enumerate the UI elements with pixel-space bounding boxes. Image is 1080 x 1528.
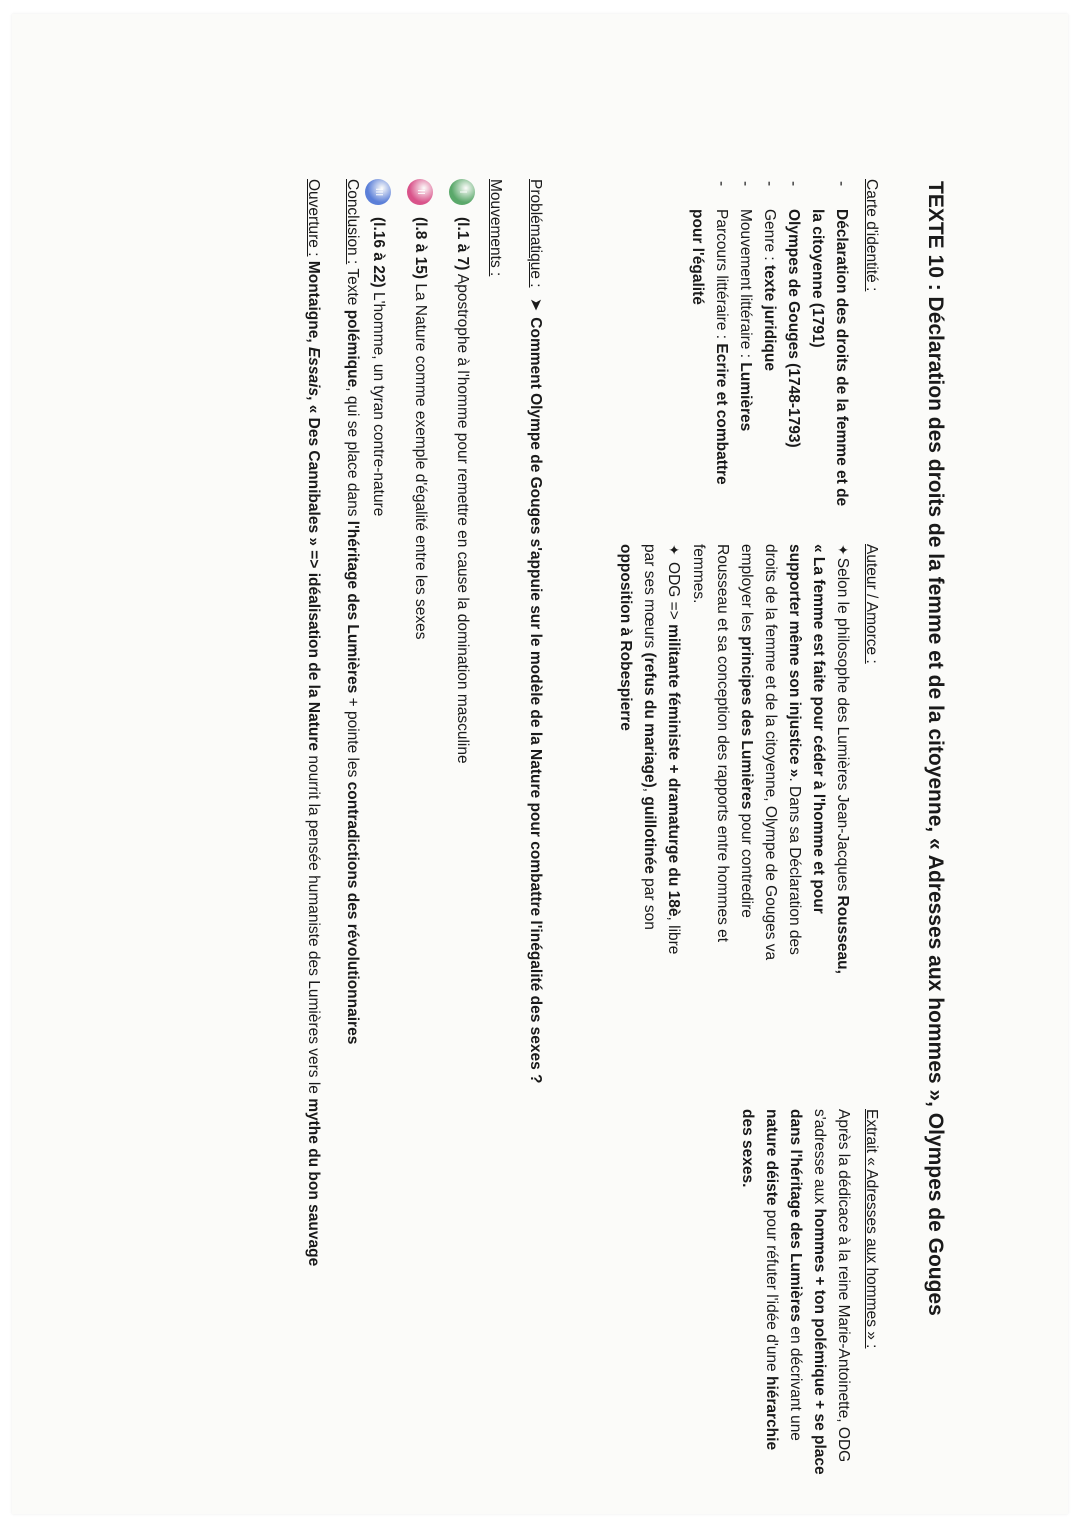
identity-genre-value: texte juridique xyxy=(761,265,778,371)
bold-span: polémique xyxy=(344,309,361,388)
extract-heading: Extrait « Adresses aux hommes » : xyxy=(863,1109,880,1349)
problematique-text: Comment Olympe de Gouges s'appuie sur le modèle de la Nature pour combattre l'inégalité des sexes ? xyxy=(527,317,544,1084)
text-span: en décrivant une xyxy=(787,1322,804,1441)
identity-movement-label: Mouvement littéraire : xyxy=(737,209,754,363)
extract-paragraph xyxy=(735,1109,855,1479)
list-item xyxy=(441,179,483,1429)
identity-author: Olympes de Gouges (1748-1793) xyxy=(785,209,802,448)
bold-span: militante féministe + dramaturge du 18è xyxy=(665,624,682,917)
text-span: Texte xyxy=(344,264,361,310)
bold-span: , « Des Cannibales » => idéalisation de la Nature xyxy=(305,396,322,752)
movement-text: Apostrophe à l'homme pour remettre en cause la domination masculine xyxy=(454,270,471,764)
text-span: + pointe les xyxy=(344,693,361,782)
conclusion-label: Conclusion : xyxy=(344,179,361,265)
bold-span: l'héritage des Lumières xyxy=(344,520,361,694)
identity-genre-label: Genre : xyxy=(761,209,778,265)
problematique-label: Problématique : xyxy=(527,179,544,288)
text-span: nourrit la pensée humaniste des Lumières vers le xyxy=(305,751,322,1099)
list-item xyxy=(757,209,781,509)
text-span: pour contredire Rousseau et sa conception des rapports entre hommes et femmes. xyxy=(690,544,755,943)
text-span: par son xyxy=(641,873,658,930)
star-icon: ✦ xyxy=(835,544,851,556)
mouvements-heading: Mouvements : xyxy=(487,179,504,277)
bold-span: contradictions des révolutionnaires xyxy=(344,781,361,1045)
bold-span: Montaigne, xyxy=(305,256,322,347)
arrow-icon: ➤ xyxy=(527,297,544,312)
bold-span: hommes + ton polémique + se place dans l'héritage des Lumières xyxy=(787,1109,828,1475)
list-item xyxy=(399,179,441,1429)
ouverture-label: Ouverture : xyxy=(305,179,322,257)
bold-span: (refus du mariage) xyxy=(641,652,658,788)
identity-movement-value: Lumières xyxy=(737,362,754,432)
document-title: TEXTE 10 : Déclaration des droits de la femme et de la citoyenne, « Adresses aux hommes », Olympes de Gouges xyxy=(924,181,947,1316)
essais-title: Essais xyxy=(305,346,322,397)
bold-span: principes des Lumières xyxy=(738,636,755,810)
text-span: , libre par ses mœurs xyxy=(641,544,682,955)
list-item xyxy=(781,209,805,509)
identity-parcours-label: Parcours littéraire : xyxy=(713,209,730,344)
author-paragraph-1 xyxy=(686,544,855,974)
text-span: Selon le philosophe des Lumières Jean-Jacques xyxy=(834,557,851,896)
author-heading: Auteur / Amorce : xyxy=(863,544,880,664)
author-paragraph-2 xyxy=(613,544,686,974)
text-span: . Dans sa Déclaration des droits de la femme et de la citoyenne, Olympe de Gouges va employer les xyxy=(738,544,803,961)
text-span: , xyxy=(641,787,658,797)
text-span: , qui se place dans xyxy=(344,387,361,521)
movement-badge-icon: II xyxy=(407,179,433,205)
movement-text: L'homme, un tyran contre-nature xyxy=(370,287,387,517)
movement-range: (l.8 à 15) xyxy=(412,217,429,280)
conclusion xyxy=(340,179,364,1429)
identity-list xyxy=(685,179,853,509)
identity-card xyxy=(685,179,883,509)
bold-span: guillotinée xyxy=(641,796,658,874)
identity-parcours-value: Ecrire et combattre pour l'égalité xyxy=(689,209,730,485)
movement-badge-icon: I xyxy=(449,179,475,205)
problematique xyxy=(523,179,547,1429)
ouverture xyxy=(301,179,325,1429)
list-item xyxy=(685,209,733,509)
rousseau-quote: Rousseau, « La femme est faite pour céder à l'homme et pour supporter même son injustice » xyxy=(786,544,851,974)
bold-span: hiérarchie des sexes. xyxy=(739,1109,780,1451)
mouvements xyxy=(357,179,507,1429)
rotated-document xyxy=(167,99,947,1479)
extract-section xyxy=(735,1109,883,1479)
identity-heading: Carte d'identité : xyxy=(863,179,880,292)
identity-work: Déclaration des droits de la femme et de la citoyenne (1791) xyxy=(809,209,850,507)
movement-badge-icon: III xyxy=(365,179,391,205)
text-span: pour réfuter l'idée d'une xyxy=(763,1205,780,1376)
bold-span: opposition à Robespierre xyxy=(617,544,634,731)
text-span: ODG => xyxy=(665,557,682,625)
list-item xyxy=(733,209,757,509)
author-section xyxy=(613,544,883,974)
text-span: Après la dédicace à la reine Marie-Antoinette, ODG s'adresse aux xyxy=(811,1109,852,1463)
star-icon: ✦ xyxy=(666,544,682,556)
bold-span: mythe du bon sauvage xyxy=(305,1098,322,1267)
paper-sheet xyxy=(12,14,1068,1514)
list-item xyxy=(805,209,853,509)
movement-range: (l.16 à 22) xyxy=(370,217,387,288)
movement-range: (l.1 à 7) xyxy=(454,217,471,271)
bold-span: nature déiste xyxy=(763,1109,780,1206)
movement-text: La Nature comme exemple d'égalité entre les sexes xyxy=(412,279,429,640)
